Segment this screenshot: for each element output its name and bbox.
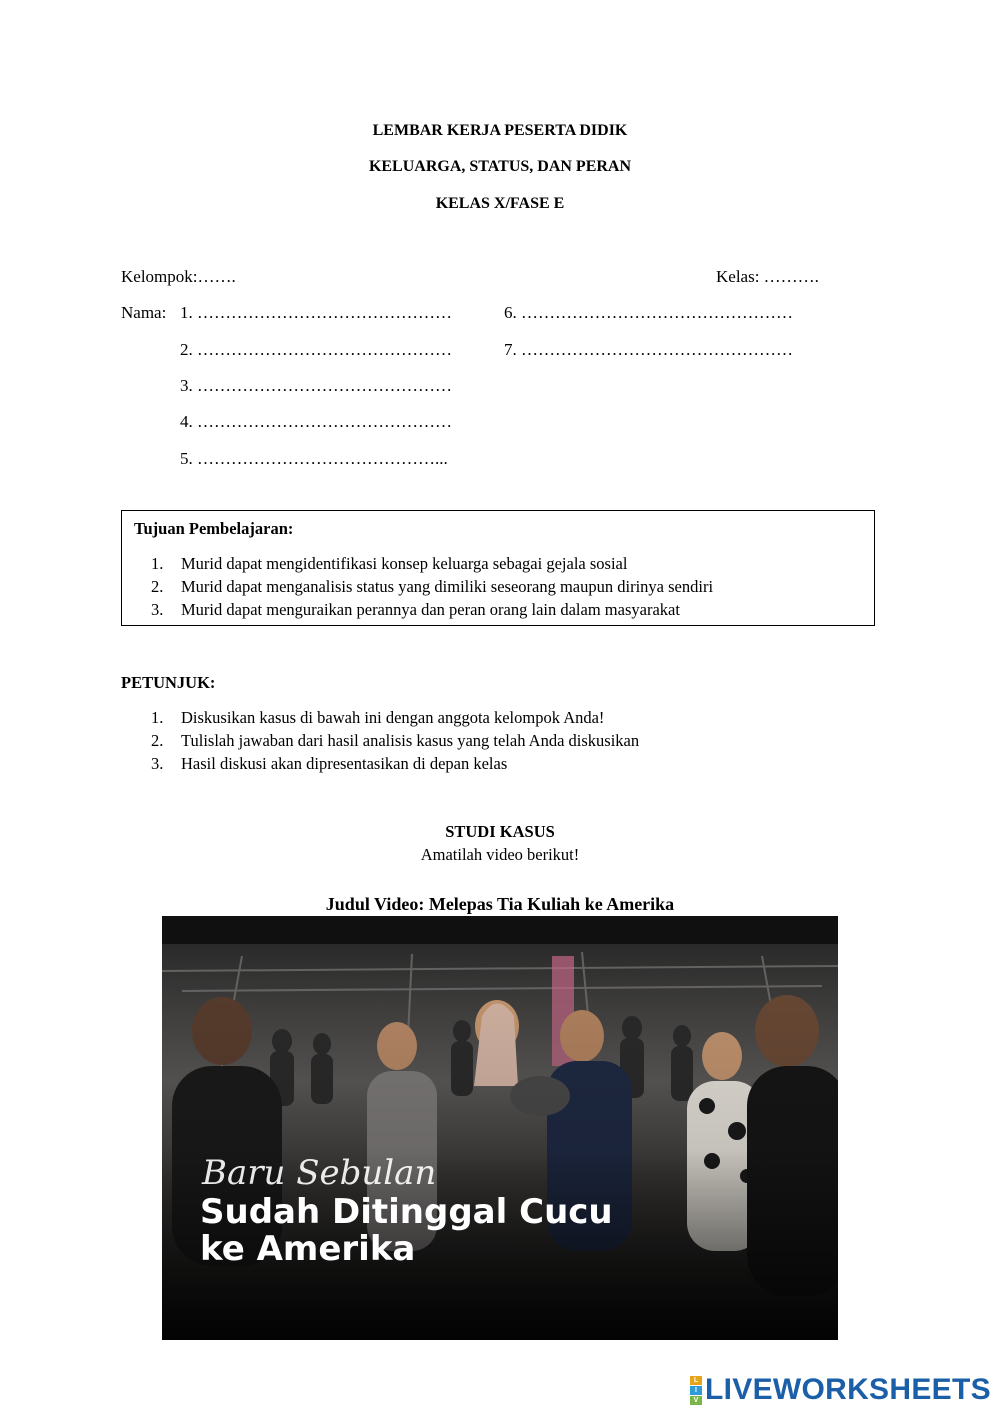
nama-label: Nama: bbox=[121, 303, 167, 322]
instruction-text: Diskusikan kasus di bawah ini dengan anggota kelompok Anda! bbox=[181, 708, 605, 727]
instruction-text: Hasil diskusi akan dipresentasikan di depan kelas bbox=[181, 754, 508, 773]
case-study-title: STUDI KASUS bbox=[445, 822, 555, 841]
video-headline-line2: ke Amerika bbox=[200, 1229, 416, 1269]
worksheet-class: KELAS X/FASE E bbox=[435, 195, 565, 212]
logo-mark-letter: V bbox=[690, 1396, 702, 1405]
objective-text: Murid dapat mengidentifikasi konsep keluarga sebagai gejala sosial bbox=[181, 554, 628, 573]
worksheet-topic: KELUARGA, STATUS, DAN PERAN bbox=[368, 158, 632, 175]
case-study-subtitle: Amatilah video berikut! bbox=[420, 845, 580, 864]
objective-item bbox=[151, 600, 680, 620]
name-line-1: 1. ……………………………………… bbox=[180, 303, 452, 322]
worksheet-title: LEMBAR KERJA PESERTA DIDIK bbox=[372, 122, 628, 139]
learning-objectives-title: Tujuan Pembelajaran: bbox=[134, 519, 294, 538]
name-line-5: 5. ……………………………………... bbox=[180, 449, 448, 468]
video-title: Judul Video: Melepas Tia Kuliah ke Amerika bbox=[325, 894, 675, 914]
objective-number: 2. bbox=[151, 577, 164, 596]
video-headline-line1: Sudah Ditinggal Cucu bbox=[200, 1192, 613, 1232]
name-line-4: 4. ……………………………………… bbox=[180, 412, 452, 431]
kelas-field: Kelas: ………. bbox=[716, 267, 819, 286]
objective-text: Murid dapat menguraikan perannya dan peran orang lain dalam masyarakat bbox=[181, 600, 680, 619]
logo-mark-letter: L bbox=[690, 1376, 702, 1385]
name-line-2: 2. ……………………………………… bbox=[180, 340, 452, 359]
name-line-3: 3. ……………………………………… bbox=[180, 376, 452, 395]
video-script-text: Baru Sebulan bbox=[202, 1153, 437, 1193]
video-thumbnail[interactable] bbox=[162, 916, 838, 1340]
objective-item bbox=[151, 554, 627, 574]
objective-text: Murid dapat menganalisis status yang dimiliki seseorang maupun dirinya sendiri bbox=[181, 577, 714, 596]
kelompok-field: Kelompok:……. bbox=[121, 267, 236, 286]
instruction-number: 3. bbox=[151, 754, 164, 773]
objective-number: 3. bbox=[151, 600, 164, 619]
instruction-item bbox=[151, 731, 639, 751]
instruction-number: 2. bbox=[151, 731, 164, 750]
video-scene bbox=[162, 916, 838, 1340]
instruction-item bbox=[151, 754, 507, 774]
name-line-7: 7. ………………………………………… bbox=[504, 340, 793, 359]
instruction-number: 1. bbox=[151, 708, 164, 727]
name-line-6: 6. ………………………………………… bbox=[504, 303, 793, 322]
objective-item bbox=[151, 577, 713, 597]
objective-number: 1. bbox=[151, 554, 164, 573]
logo-text: LIVEWORKSHEETS bbox=[705, 1373, 991, 1406]
logo-mark-icon bbox=[690, 1376, 702, 1405]
logo-mark-letter: I bbox=[690, 1386, 702, 1395]
instruction-item bbox=[151, 708, 604, 728]
instructions-title: PETUNJUK: bbox=[121, 673, 216, 692]
liveworksheets-logo bbox=[690, 1374, 991, 1406]
instruction-text: Tulislah jawaban dari hasil analisis kasus yang telah Anda diskusikan bbox=[181, 731, 640, 750]
